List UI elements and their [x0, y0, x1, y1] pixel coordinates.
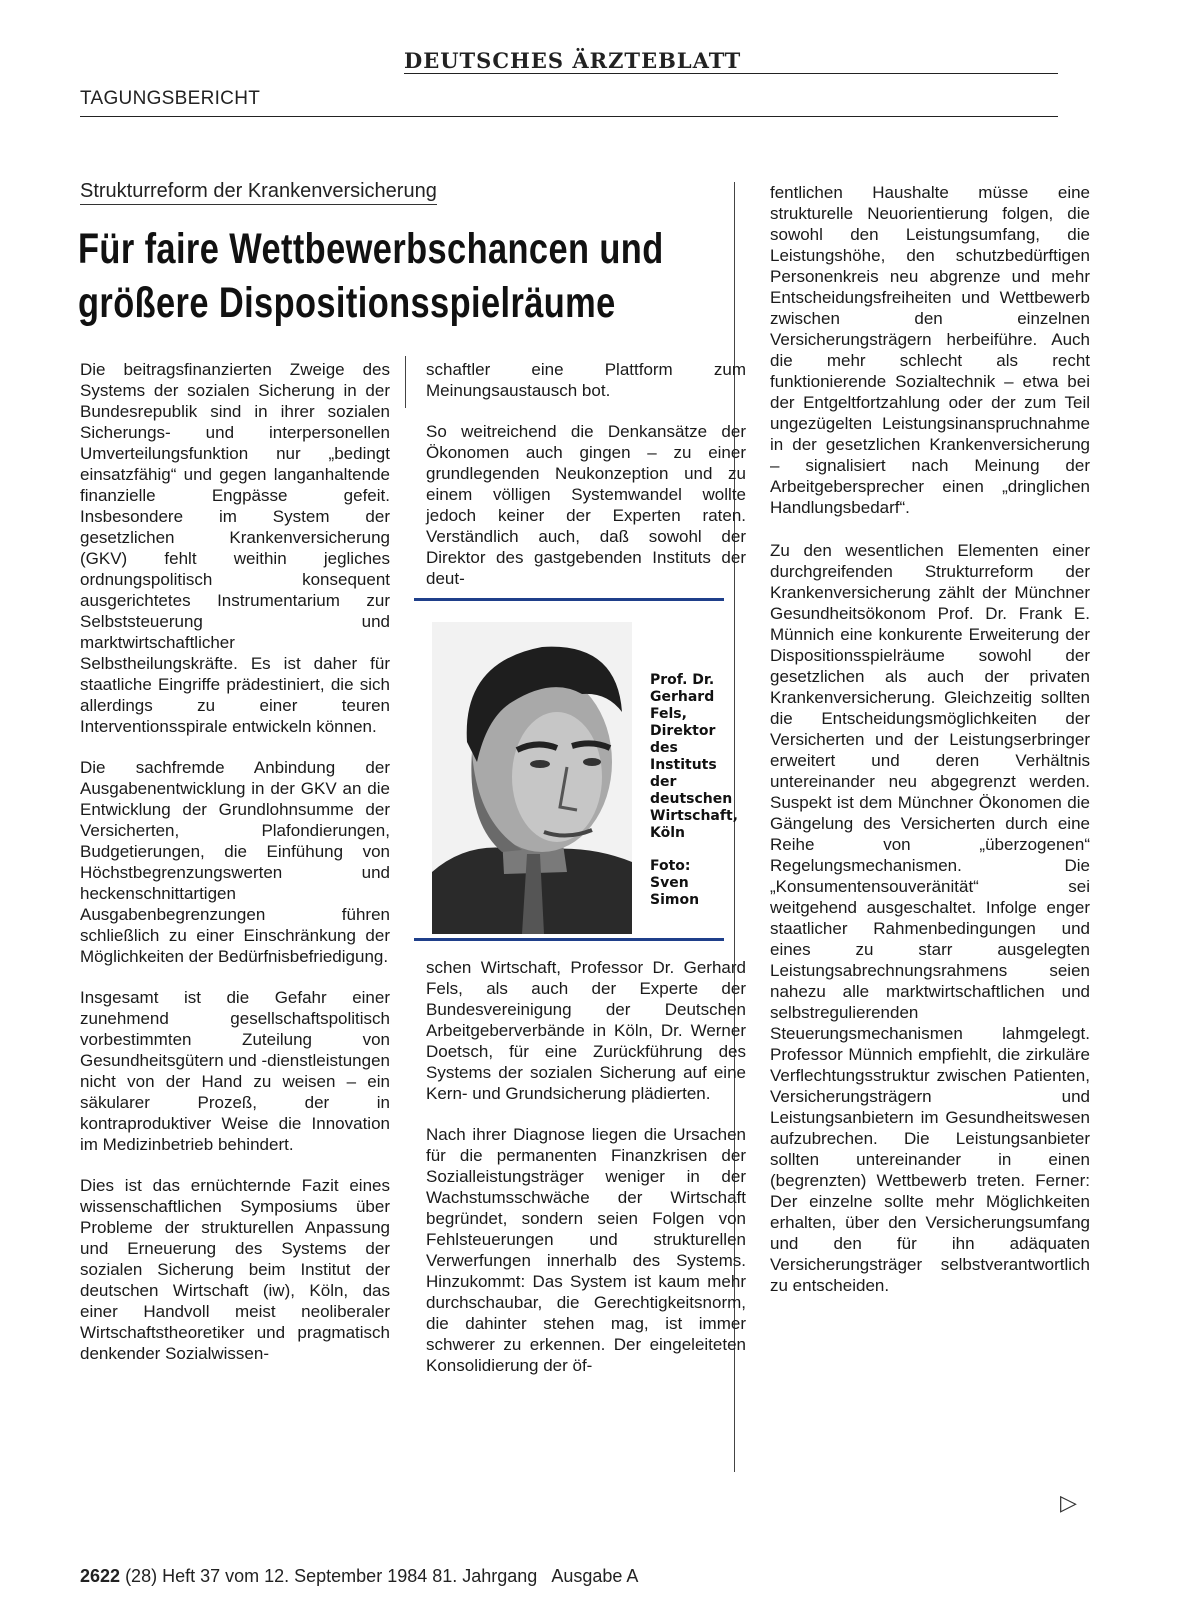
photo-top-rule [414, 598, 724, 601]
paragraph: Nach ihrer Diagnose liegen die Ursachen für die permanenten Finanzkrisen der Sozialleistungsträger weniger in der Wachstumsschwäche der Wirtschaft begründet, sondern seien Folgen von Fehlsteuerungen und strukturellen Verwerfungen innerhalb des Systems. Hinzukommt: Das System ist kaum mehr durchschaubar, die Gerechtigkeitsnorm, die dahinter stehen mag, ist immer schwerer zu erkennen. Der eingeleiteten Konsolidierung der öf- [426, 1125, 746, 1375]
portrait-photo-illustration [432, 622, 632, 934]
section-label: TAGUNGSBERICHT [80, 88, 261, 109]
credit-line: Foto: [650, 858, 691, 874]
paragraph: Zu den wesentlichen Elementen einer durchgreifenden Strukturreform der Krankenversicherung zählt der Münchner Gesundheitsökonom Prof. Dr. Frank E. Münnich eine konkurente Erweiterung der Dispositionsspielräume sowohl der gesetzlichen als auch der privaten Krankenversicherung. Gleichzeitig sollten die Entscheidungsmöglichkeiten der Versicherten und der Leistungserbringer erweitert und deren Verhältnis untereinander neu abgegrenzt werden. Suspekt ist dem Münchner Ökonomen die Gängelung des Versicherten durch eine Reihe von „überzogenen“ Regelungsmechanismen. Die „Konsumentensouveränität“ sei weitgehend ausgeschaltet. Infolge enger staatlicher Rahmenbedingungen und eines zu starr ausgelegten Leistungsabrechnungsrahmens seien nahezu alle marktwirtschaftlichen und selbstregulierenden Steuerungsmechanismen lahmgelegt. Professor Münnich empfiehlt, die zirkuläre Verflechtungsstruktur zwischen Patienten, Versicherungsträgern und Leistungsanbietern im Gesundheitswesen aufzubrechen. Die Leistungsanbieter sollten untereinander in einen (begrenzten) Wettbewerb treten. Ferner: Der einzelne sollte mehr Möglichkeiten erhalten, über den Versicherungsumfang und den für ihn adäquaten Versicherungsträger selbstverantwortlich zu entscheiden. [770, 541, 1090, 1295]
caption-line: Instituts [650, 757, 717, 773]
caption-line: Gerhard [650, 689, 715, 705]
header-rule [80, 116, 1058, 117]
caption-line: Wirtschaft, [650, 808, 738, 824]
photo-credit [650, 858, 750, 909]
caption-line: Köln [650, 825, 685, 841]
continue-arrow-icon: ▷ [1060, 1490, 1077, 1515]
article-column-1 [80, 359, 390, 1364]
caption-line: Fels, [650, 706, 687, 722]
caption-line: des [650, 740, 678, 756]
photo-caption [650, 672, 750, 909]
caption-line: Direktor [650, 723, 716, 739]
paragraph: Die beitragsfinanzierten Zweige des Systems der sozialen Sicherung in der Bundesrepublik sind in ihrer sozialen Sicherungs- und interpersonellen Umverteilungsfunktion nur „bedingt einsatzfähig“ und gegen langanhaltende finanzielle Engpässe gefeit. Insbesondere im System der gesetzlichen Krankenversicherung (GKV) fehlt weithin jegliches ordnungspolitisch konsequent ausgerichtetes Instrumentarium zur Selbststeuerung und marktwirtschaftlicher Selbstheilungskräfte. Es ist daher für staatliche Eingriffe prädestiniert, die sich allerdings zu einer teuren Interventionsspirale entwickeln können. [80, 360, 390, 736]
credit-line: Simon [650, 892, 700, 908]
paragraph: Insgesamt ist die Gefahr einer zunehmend gesellschaftspolitisch vorbestimmten Zuteilung von Gesundheitsgütern und -dienstleistungen nicht von der Hand zu weisen – ein säkularer Prozeß, der in kontraproduktiver Weise die Innovation im Medizinbetrieb behindert. [80, 988, 390, 1154]
column-divider [405, 356, 406, 408]
paragraph: So weitreichend die Denkansätze der Ökonomen auch gingen – zu einer grundlegenden Neukonzeption und zu einem völligen Systemwandel wollte jedoch keiner der Experten raten. Verständlich auch, daß sowohl der Direktor des gastgebenden Instituts der deut- [426, 422, 746, 588]
page-footer [80, 1566, 638, 1587]
paragraph: fentlichen Haushalte müsse eine strukturelle Neuorientierung folgen, die sowohl den Leistungsumfang, die Leistungshöhe, den schutzbedürftigen Personenkreis neu abgrenze und mehr Entscheidungsfreiheiten und Wettbewerb zwischen den einzelnen Versicherungsträgern herbeiführe. Auch die mehr schlecht als recht funktionierende Sozialtechnik – etwa bei der Entgeltfortzahlung oder der zum Teil ungezügelten Leistungsinanspruchnahme in der gesetzlichen Krankenversicherung – signalisiert nach Meinung der Arbeitgebersprecher einen „dringlichen Handlungsbedarf“. [770, 183, 1090, 517]
article-kicker: Strukturreform der Krankenversicherung [80, 180, 437, 205]
issue-info: (28) Heft 37 vom 12. September 1984 81. Jahrgang Ausgabe A [125, 1566, 639, 1586]
paragraph: Die sachfremde Anbindung der Ausgabenentwicklung in der GKV an die Entwicklung der Grundlohnsumme der Versicherten, Plafondierungen, Budgetierungen, die Einfühung von Höchstbegrenzungswerten und heckenschnittartigen Ausgabenbegrenzungen führen schließlich zu einer Einschränkung der Möglichkeiten der Bedürfnisbefriedigung. [80, 758, 390, 966]
paragraph: schen Wirtschaft, Professor Dr. Gerhard Fels, als auch der Experte der Bundesvereinigung der Deutschen Arbeitgeberverbände in Köln, Dr. Werner Doetsch, für eine Zurückführung des Systems der sozialen Sicherung auf eine Kern- und Grundsicherung plädierten. [426, 958, 746, 1103]
paragraph: Dies ist das ernüchternde Fazit eines wissenschaftlichen Symposiums über Probleme der strukturellen Anpassung und Erneuerung des Systems der sozialen Sicherung beim Institut der deutschen Wirtschaft (iw), Köln, das einer Handvoll meist neoliberaler Wirtschaftstheoretiker und pragmatisch denkender Sozialwissen- [80, 1176, 390, 1363]
caption-line: Prof. Dr. [650, 672, 715, 688]
headline-line-2: größere Dispositionsspielräume [78, 279, 616, 327]
caption-line: der [650, 774, 677, 790]
masthead: DEUTSCHES ÄRZTEBLATT [404, 48, 742, 73]
masthead-rule [404, 73, 1058, 74]
article-column-2-top [426, 359, 746, 589]
portrait-photo [432, 622, 632, 934]
photo-bottom-rule [414, 938, 724, 941]
page-number: 2622 [80, 1566, 121, 1586]
caption-line: deutschen [650, 791, 733, 807]
article-headline [78, 222, 664, 330]
article-column-2-bottom [426, 957, 746, 1376]
paragraph: schaftler eine Plattform zum Meinungsaustausch bot. [426, 360, 746, 400]
headline-line-1: Für faire Wettbewerbschancen und [78, 225, 664, 273]
credit-line: Sven [650, 875, 689, 891]
article-column-3 [770, 182, 1090, 1296]
